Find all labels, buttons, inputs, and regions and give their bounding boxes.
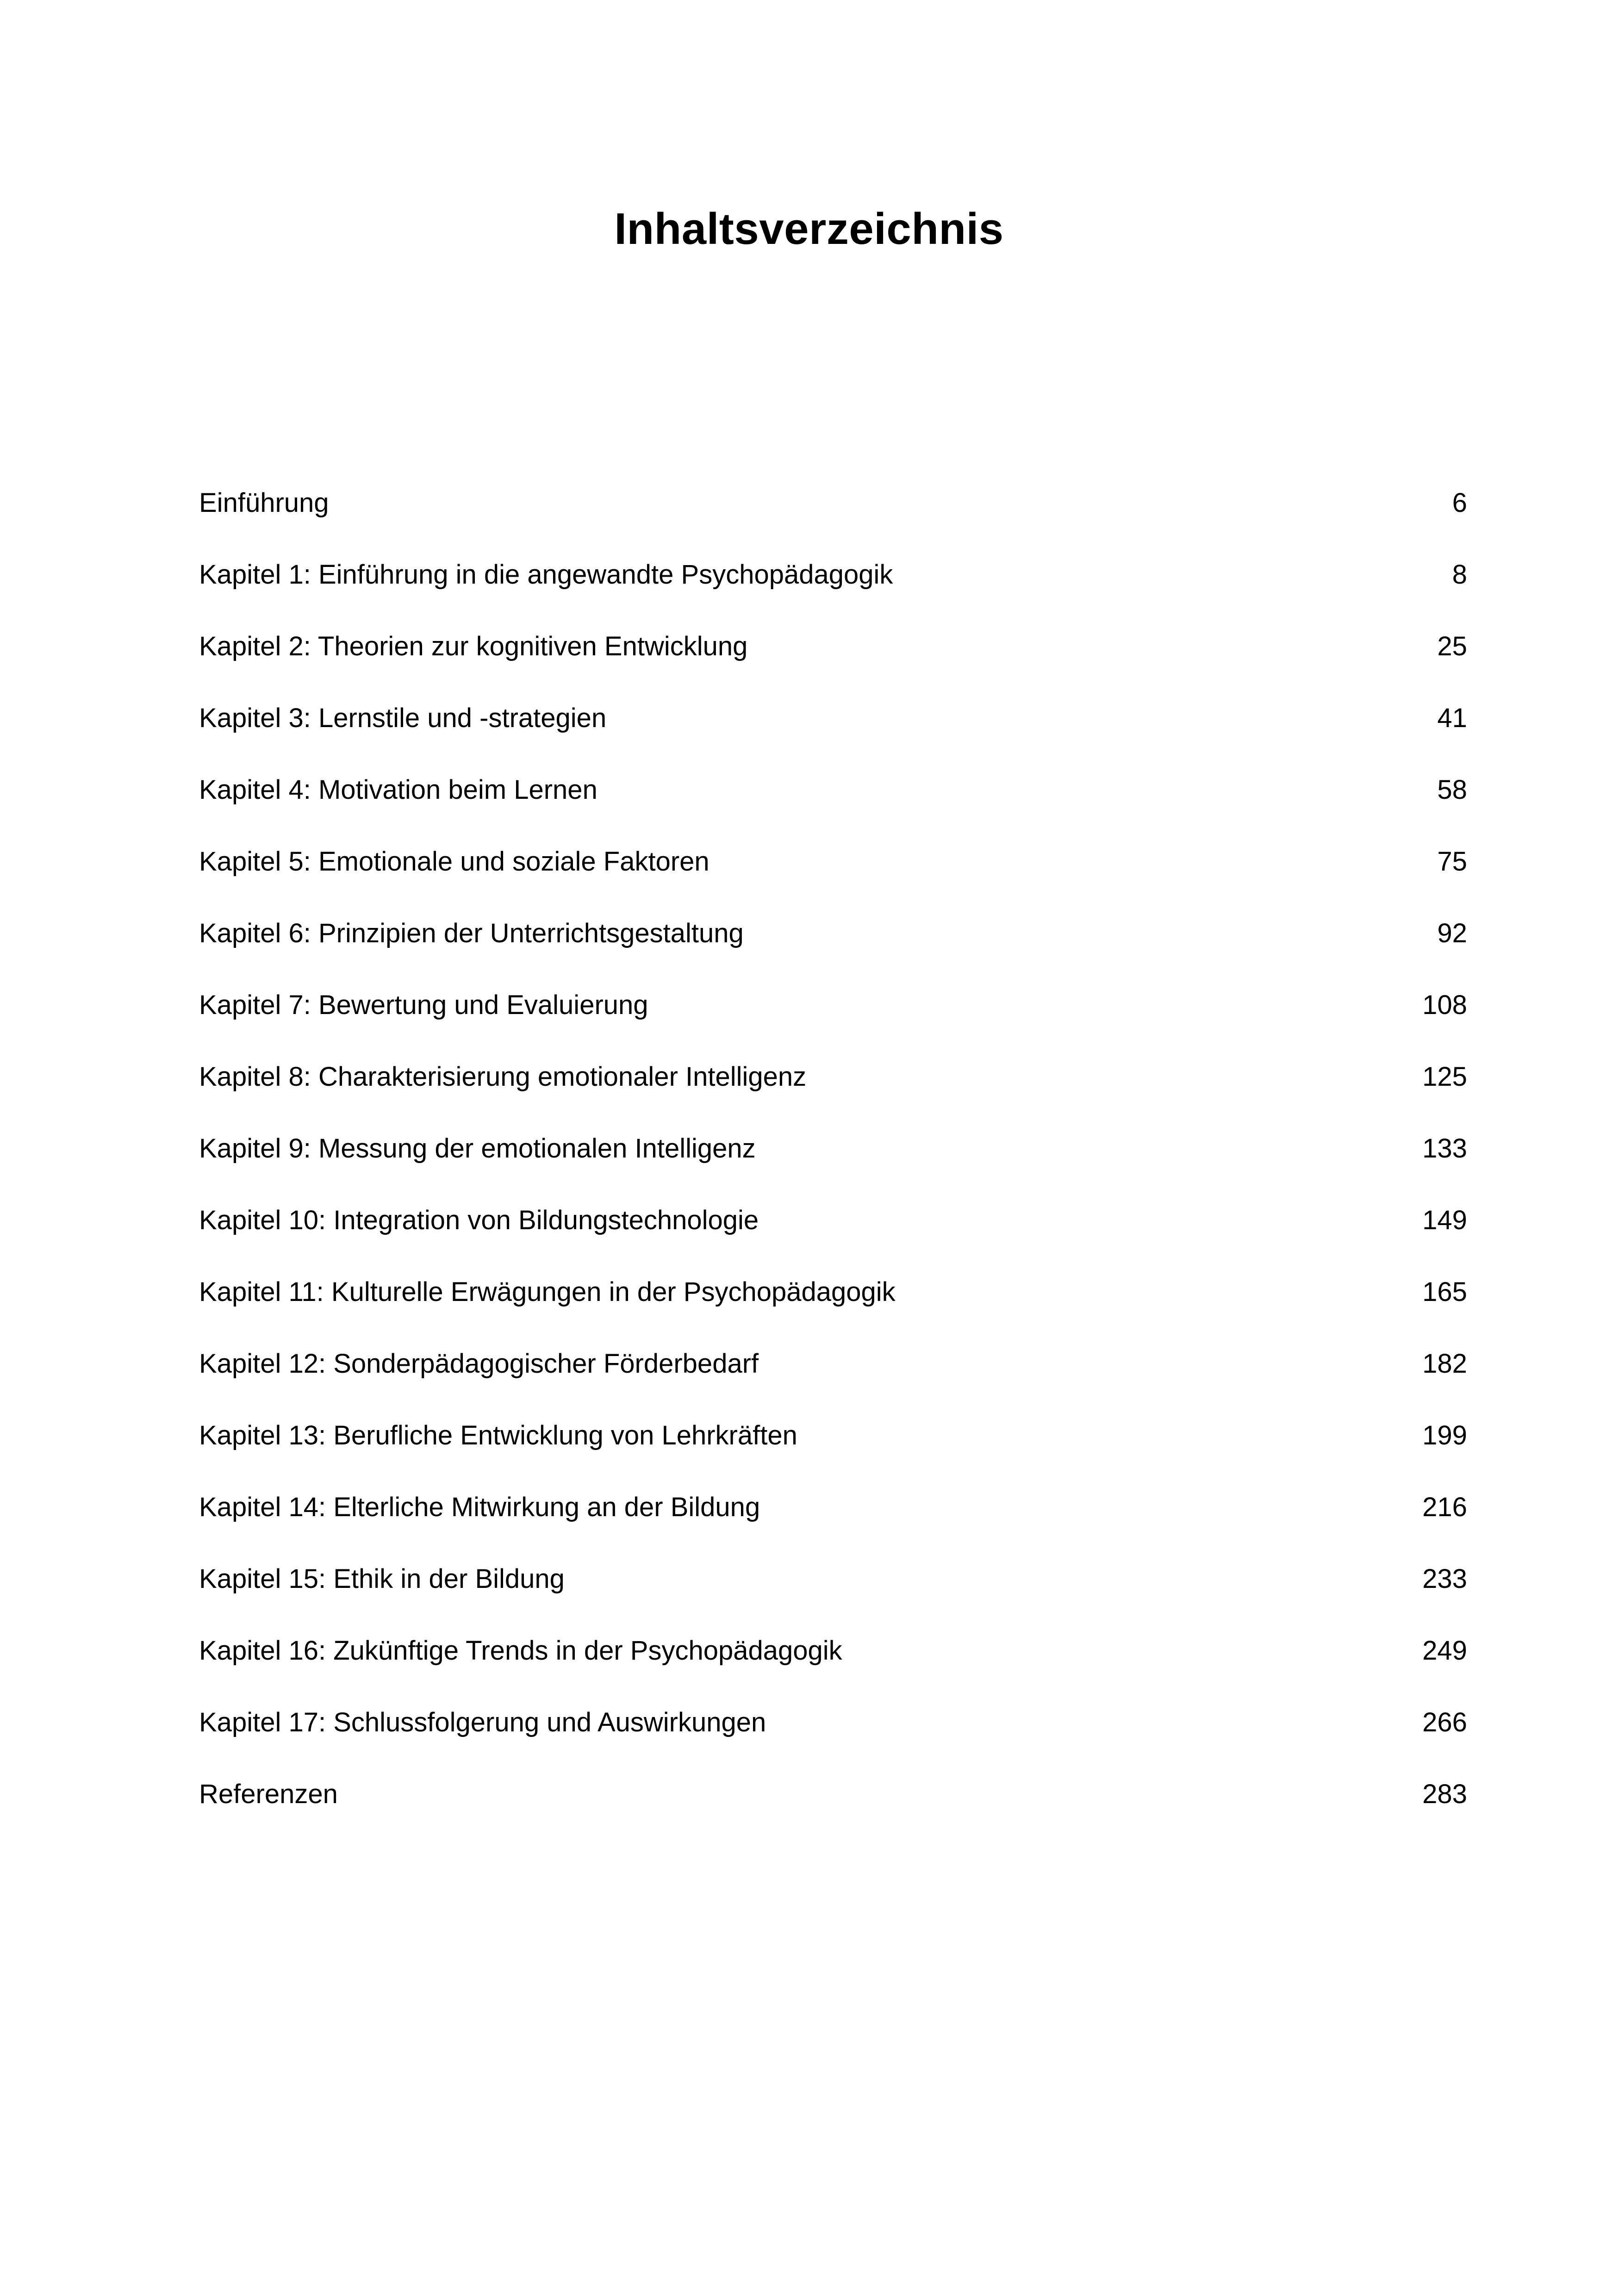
- toc-entry-page: 41: [1437, 703, 1467, 733]
- toc-entry-label: Kapitel 15: Ethik in der Bildung: [199, 1564, 565, 1594]
- list-item[interactable]: [199, 1636, 1467, 1708]
- toc-entry-page: 92: [1437, 918, 1467, 948]
- toc-entry-label: Kapitel 9: Messung der emotionalen Intelligenz: [199, 1133, 756, 1164]
- toc-entry-page: 125: [1422, 1062, 1467, 1092]
- toc-entry-label: Kapitel 4: Motivation beim Lernen: [199, 775, 597, 805]
- toc-entry-page: 266: [1422, 1707, 1467, 1737]
- list-item[interactable]: [199, 488, 1467, 560]
- toc-entry-label: Kapitel 1: Einführung in die angewandte Psychopädagogik: [199, 560, 893, 590]
- list-item[interactable]: [199, 1206, 1467, 1277]
- list-item[interactable]: [199, 1780, 1467, 1851]
- toc-entry-label: Kapitel 16: Zukünftige Trends in der Psychopädagogik: [199, 1636, 842, 1666]
- toc-entry-page: 58: [1437, 775, 1467, 805]
- list-item[interactable]: [199, 1277, 1467, 1349]
- list-item[interactable]: [199, 919, 1467, 990]
- list-item[interactable]: [199, 703, 1467, 775]
- table-of-contents: [199, 488, 1467, 1851]
- toc-entry-label: Kapitel 12: Sonderpädagogischer Förderbedarf: [199, 1349, 759, 1379]
- toc-entry-page: 233: [1422, 1564, 1467, 1594]
- list-item[interactable]: [199, 847, 1467, 919]
- toc-entry-label: Kapitel 11: Kulturelle Erwägungen in der Psychopädagogik: [199, 1277, 896, 1307]
- toc-entry-page: 216: [1422, 1492, 1467, 1522]
- list-item[interactable]: [199, 775, 1467, 847]
- list-item[interactable]: [199, 1564, 1467, 1636]
- list-item[interactable]: [199, 990, 1467, 1062]
- toc-entry-label: Kapitel 14: Elterliche Mitwirkung an der Bildung: [199, 1492, 760, 1522]
- toc-entry-page: 149: [1422, 1205, 1467, 1235]
- toc-entry-page: 133: [1422, 1133, 1467, 1164]
- list-item[interactable]: [199, 1349, 1467, 1421]
- toc-entry-label: Kapitel 3: Lernstile und -strategien: [199, 703, 607, 733]
- toc-entry-page: 25: [1437, 631, 1467, 661]
- toc-entry-page: 6: [1452, 488, 1467, 518]
- list-item[interactable]: [199, 1062, 1467, 1134]
- page-title: Inhaltsverzeichnis: [614, 204, 1004, 254]
- list-item[interactable]: [199, 1421, 1467, 1493]
- toc-entry-page: 8: [1452, 560, 1467, 590]
- toc-entry-page: 182: [1422, 1349, 1467, 1379]
- toc-entry-page: 75: [1437, 846, 1467, 877]
- list-item[interactable]: [199, 560, 1467, 632]
- toc-entry-page: 283: [1422, 1779, 1467, 1809]
- toc-entry-page: 199: [1422, 1420, 1467, 1450]
- toc-entry-label: Kapitel 5: Emotionale und soziale Faktoren: [199, 846, 709, 877]
- list-item[interactable]: [199, 632, 1467, 703]
- toc-entry-label: Kapitel 17: Schlussfolgerung und Auswirkungen: [199, 1707, 766, 1737]
- toc-entry-label: Kapitel 8: Charakterisierung emotionaler Intelligenz: [199, 1062, 807, 1092]
- list-item[interactable]: [199, 1493, 1467, 1564]
- toc-entry-label: Kapitel 2: Theorien zur kognitiven Entwicklung: [199, 631, 748, 661]
- list-item[interactable]: [199, 1708, 1467, 1780]
- toc-entry-label: Kapitel 6: Prinzipien der Unterrichtsgestaltung: [199, 918, 744, 948]
- toc-entry-label: Einführung: [199, 488, 329, 518]
- toc-entry-label: Kapitel 10: Integration von Bildungstechnologie: [199, 1205, 759, 1235]
- toc-entry-page: 249: [1422, 1636, 1467, 1666]
- toc-entry-label: Kapitel 7: Bewertung und Evaluierung: [199, 990, 648, 1020]
- toc-entry-label: Referenzen: [199, 1779, 338, 1809]
- toc-entry-page: 108: [1422, 990, 1467, 1020]
- toc-entry-page: 165: [1422, 1277, 1467, 1307]
- list-item[interactable]: [199, 1134, 1467, 1206]
- toc-entry-label: Kapitel 13: Berufliche Entwicklung von Lehrkräften: [199, 1420, 797, 1450]
